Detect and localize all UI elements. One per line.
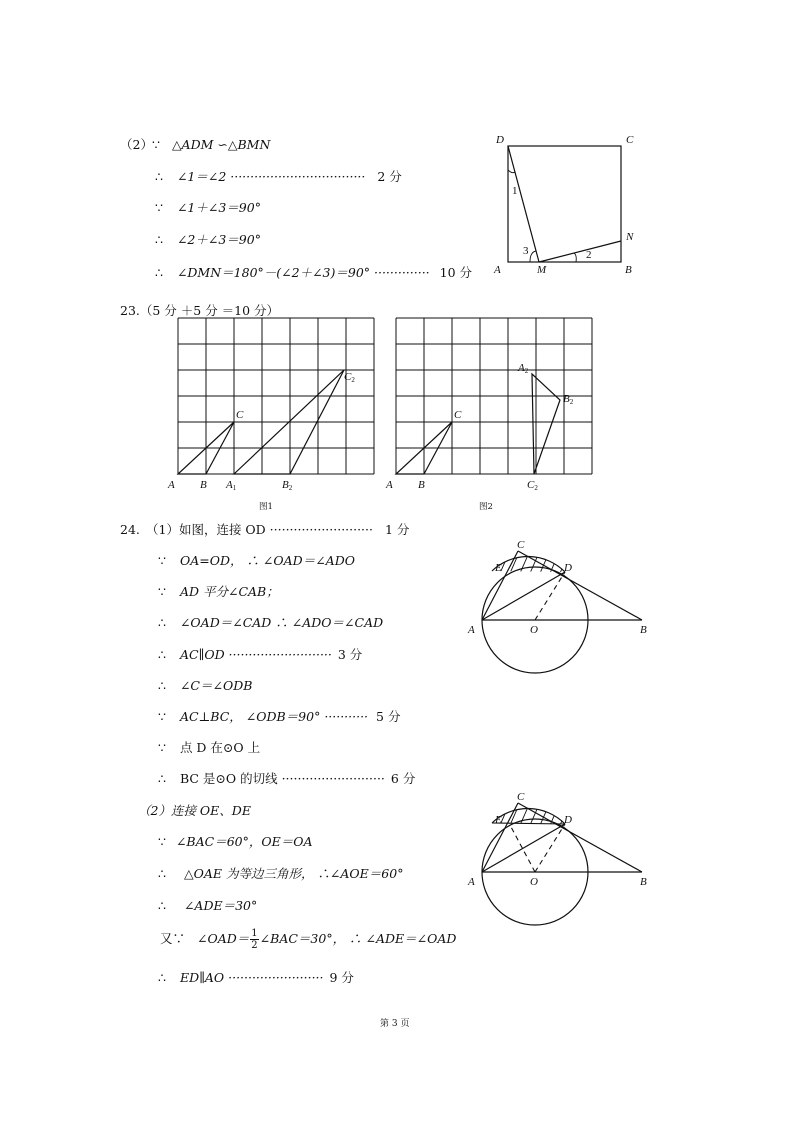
q22-sym-1: ∵	[152, 137, 160, 152]
q24-p1-sym-4: ∴	[158, 647, 166, 662]
q22-text-2: ∠1＝∠2 ··································	[176, 169, 366, 184]
q24-p2-line-3	[158, 898, 257, 914]
angle-2-arc	[574, 253, 576, 262]
segment-od-dashed-2	[535, 824, 565, 872]
q22-text-4: ∠2＋∠3＝90°	[176, 232, 261, 247]
q22-text-1: △ADM ∽△BMN	[171, 137, 271, 152]
fig24a-label-o: O	[530, 624, 538, 636]
q24-p1-sym-8: ∴	[158, 771, 166, 786]
q24-p2-line-1	[158, 834, 313, 850]
q24-p1-line-4	[158, 647, 362, 663]
q24-p1-sym-6: ∵	[158, 709, 166, 724]
label-d: D	[496, 134, 504, 146]
q24-p2-last	[158, 970, 354, 986]
q24-p1-line-7	[158, 740, 260, 756]
fig24b-label-a: A	[468, 876, 475, 888]
q22-score-5: 10 分	[439, 265, 473, 280]
q24-p2-text-3: ∠ADE＝30°	[183, 898, 258, 913]
q24-p1-sym-5: ∴	[158, 678, 166, 693]
q24-part2-head	[138, 803, 251, 819]
q24-p1-sym-7: ∵	[158, 740, 166, 755]
q23-fig1-caption: 图1	[259, 502, 273, 512]
q24-p1-line-3	[158, 615, 383, 631]
fraction-numerator: 1	[251, 928, 258, 939]
q24-number: 24.	[120, 522, 140, 537]
fig2-label-c: C	[454, 409, 462, 421]
segment-od-dashed	[535, 572, 565, 620]
q24-p1-sym-2: ∵	[158, 584, 166, 599]
fig1-label-b: B	[200, 479, 207, 491]
segment-cb	[518, 551, 642, 620]
q23-figure-2	[386, 318, 586, 500]
q22-line-3	[155, 200, 261, 216]
q24-p2-line-2	[158, 866, 403, 882]
fig1-label-b2: B2	[282, 479, 293, 492]
q24-p1-line-6	[158, 709, 400, 725]
q22-sym-4: ∴	[155, 232, 163, 247]
q24-p1-sym-1: ∵	[158, 553, 166, 568]
q22-text-3: ∠1＋∠3＝90°	[176, 200, 261, 215]
fig2-label-b2: B2	[563, 393, 574, 406]
q24-p2-last-score: 9 分	[329, 970, 354, 985]
fig24a-label-b: B	[640, 624, 647, 636]
q24-part2-head-text: （2）连接 OE、DE	[138, 803, 251, 818]
q23-title: 23.（5 分 ＋5 分 ＝10 分）	[120, 303, 280, 318]
q22-line-2	[155, 169, 402, 185]
q24-p2-sym-3: ∴	[158, 898, 166, 913]
q24-p1-line-5	[158, 678, 252, 694]
fig2-label-a2: A2	[518, 362, 529, 375]
q22-text-5: ∠DMN＝180°－(∠2＋∠3)＝90° ··············	[176, 265, 430, 280]
q24-p2-frac-pre: ∠OAD＝	[197, 931, 250, 946]
label-n: N	[626, 231, 634, 243]
q23-fig2-caption: 图2	[479, 502, 493, 512]
segment-mn	[539, 241, 621, 262]
fig1-label-a1: A1	[226, 479, 237, 492]
label-b: B	[625, 264, 632, 276]
label-angle-3: 3	[523, 245, 529, 257]
q24-p1-text-7: 点 D 在⊙O 上	[179, 740, 261, 755]
q24-figure-2	[462, 787, 662, 937]
q24-p1-score-4: 3 分	[337, 647, 363, 662]
q23-figure-1	[168, 318, 368, 500]
q24-p2-frac-sym: 又∵	[160, 931, 186, 946]
q24-p1-text-4: AC∥OD ··························	[179, 647, 332, 662]
q24-p1-text-3: ∠OAD＝∠CAD ∴ ∠ADO＝∠CAD	[179, 615, 384, 630]
q22-line-1	[152, 137, 270, 153]
label-angle-2: 2	[586, 249, 592, 261]
q24-part1-head	[146, 522, 409, 538]
q22-sym-5: ∴	[155, 265, 163, 280]
angle-3-arc	[530, 251, 536, 262]
fig1-label-a: A	[168, 479, 175, 491]
q24-p2-frac-line	[160, 926, 456, 952]
page-footer: 第 3 页	[380, 1019, 410, 1029]
q22-score-2: 2 分	[377, 169, 402, 184]
q22-part2-label: （2）	[120, 137, 153, 152]
fig2-label-a: A	[386, 479, 393, 491]
fig24a-label-e: E	[495, 562, 502, 574]
q24-p1-line-2	[158, 584, 279, 600]
fig24a-label-a: A	[468, 624, 475, 636]
fraction-one-half	[250, 928, 258, 951]
q22-line-4	[155, 232, 261, 248]
q24-p1-text-5: ∠C＝∠ODB	[179, 678, 253, 693]
q24-part1-head-text: （1）如图，连接 OD ··························	[146, 522, 373, 537]
label-c: C	[626, 134, 634, 146]
segment-cb-2	[518, 803, 642, 872]
q24-p1-text-1: OA=OD， ∴ ∠OAD＝∠ADO	[179, 553, 355, 568]
q24-p1-text-8: BC 是⊙O 的切线 ··························	[179, 771, 385, 786]
q24-p2-last-text: ED∥AO ························	[179, 970, 324, 985]
q22-line-5	[155, 265, 472, 281]
q24-p2-frac-post: ∠BAC＝30°， ∴ ∠ADE＝∠OAD	[259, 931, 457, 946]
q22-sym-2: ∴	[155, 169, 163, 184]
fig24b-label-o: O	[530, 876, 538, 888]
label-angle-1: 1	[512, 185, 518, 197]
q24-p1-line-8	[158, 771, 415, 787]
fig24b-label-b: B	[640, 876, 647, 888]
q24-p1-score-6: 5 分	[376, 709, 401, 724]
label-m: M	[537, 264, 547, 276]
fig24b-label-c: C	[517, 791, 525, 803]
fig1-label-c2: C2	[344, 371, 355, 384]
fig24a-label-c: C	[517, 539, 525, 551]
q22-sym-3: ∵	[155, 200, 163, 215]
fig24a-label-d: D	[564, 562, 572, 574]
fig1-label-c: C	[236, 409, 244, 421]
fig24b-label-e: E	[495, 814, 502, 826]
q24-p1-sym-3: ∴	[158, 615, 166, 630]
fig2-label-b: B	[418, 479, 425, 491]
q24-p2-text-2: △OAE 为等边三角形， ∴∠AOE＝60°	[183, 866, 404, 881]
q24-p2-sym-1: ∵	[158, 834, 166, 849]
q24-p2-sym-2: ∴	[158, 866, 166, 881]
q24-p1-score-8: 6 分	[390, 771, 416, 786]
label-a: A	[494, 264, 501, 276]
fraction-denominator: 2	[251, 940, 258, 951]
q24-figure-1	[462, 535, 662, 685]
q22-square-figure	[490, 130, 650, 280]
fig2-label-c2: C2	[527, 479, 538, 492]
grid-1	[178, 318, 374, 474]
q24-p1-text-2: AD 平分∠CAB；	[179, 584, 279, 599]
q24-p1-text-6: AC⊥BC， ∠ODB＝90° ···········	[179, 709, 369, 724]
fig24b-label-d: D	[564, 814, 572, 826]
q24-p2-text-1: ∠BAC＝60°，OE＝OA	[175, 834, 313, 849]
q24-p1-line-1	[158, 553, 355, 569]
q24-p2-last-sym: ∴	[158, 970, 166, 985]
q24-part1-head-score: 1 分	[384, 522, 410, 537]
